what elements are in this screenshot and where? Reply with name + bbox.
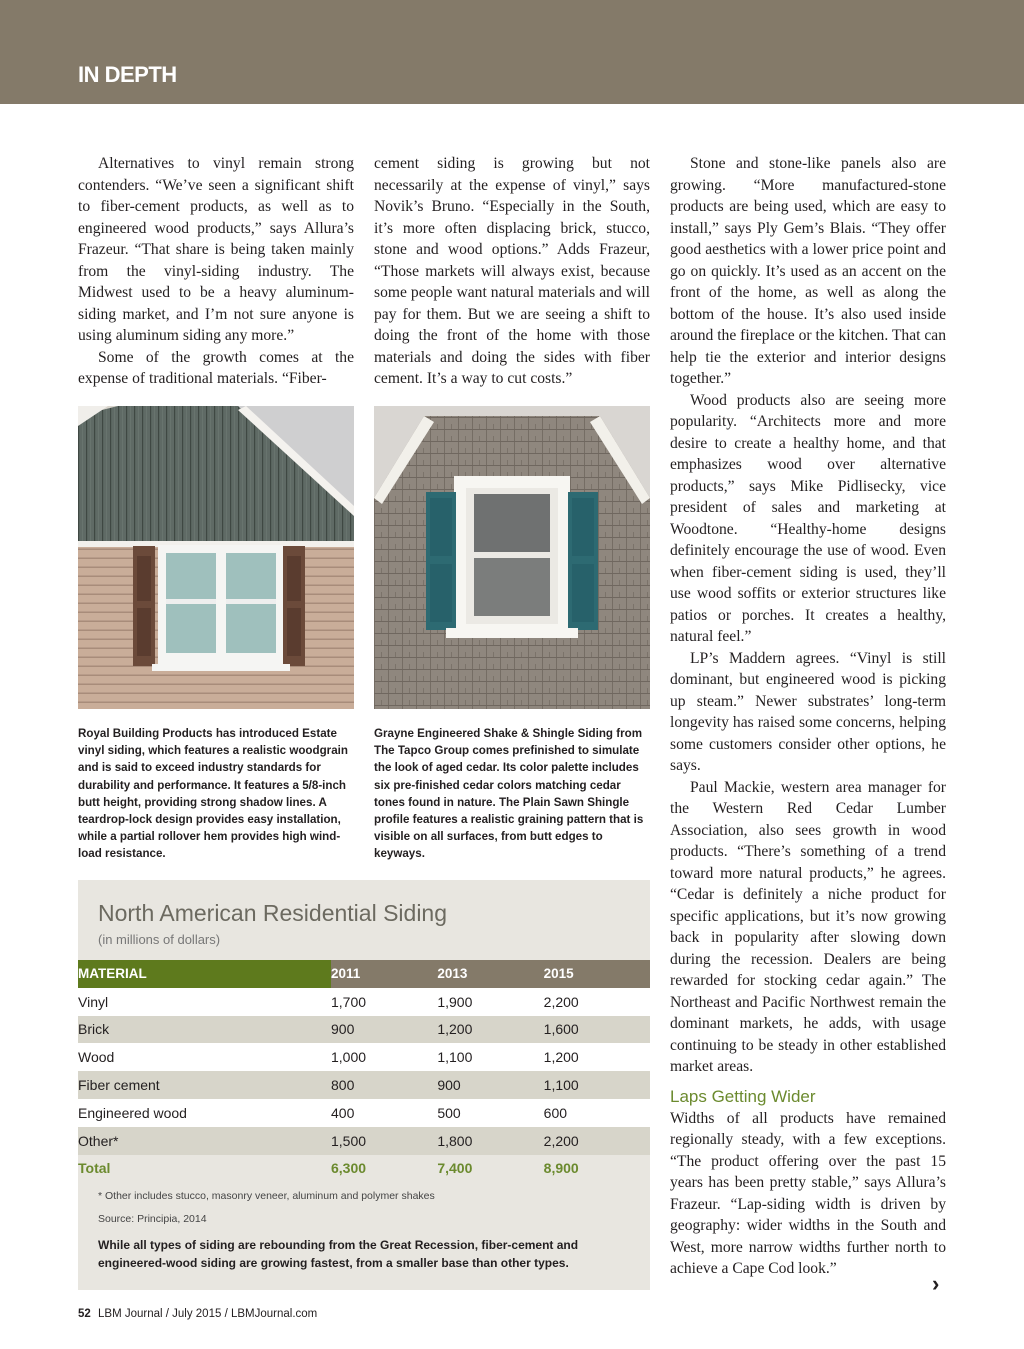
continue-arrow-icon: ›	[932, 1271, 940, 1296]
paragraph: LP’s Maddern agrees. “Vinyl is still dominant, but engineered wood is picking up steam.” Newer substrates’ long-term longevity has raised some concerns, helping some customers consider other options, he says.	[670, 649, 946, 774]
table-header-row	[78, 960, 650, 988]
table-source: Source: Principia, 2014	[98, 1213, 207, 1225]
page-footer	[78, 1308, 317, 1320]
section-title: IN DEPTH	[78, 62, 177, 87]
table-cell: 8,900	[544, 1155, 650, 1183]
table-cell: 2,200	[544, 988, 650, 1016]
table-cell: 7,400	[437, 1155, 543, 1183]
table-footnote: * Other includes stucco, masonry veneer, aluminum and polymer shakes	[98, 1190, 435, 1202]
article-column-1	[78, 153, 354, 390]
header-year: 2011	[331, 960, 437, 988]
siding-table-panel	[78, 880, 650, 1290]
table-cell: 1,900	[437, 988, 543, 1016]
table-row	[78, 1099, 650, 1127]
photo-caption-1: Royal Building Products has introduced Estate vinyl siding, which features a realistic woodgrain and is said to exceed industry standards for durability and performance. It features a 5/8-inch butt height, providing strong shadow lines. A teardrop-lock design provides easy installation, while a partial rollover hem provides high wind-load resistance.	[78, 727, 348, 861]
table-cell: 6,300	[331, 1155, 437, 1183]
table-total-row	[78, 1155, 650, 1183]
paragraph: Some of the growth comes at the expense of traditional materials. “Fiber-	[78, 348, 354, 387]
table-cell: 400	[331, 1099, 437, 1127]
table-row	[78, 1043, 650, 1071]
header-year: 2015	[544, 960, 650, 988]
table-cell: 1,200	[437, 1016, 543, 1044]
table-cell: Vinyl	[78, 988, 331, 1016]
subheading: Laps Getting Wider	[670, 1086, 816, 1106]
article-column-3	[670, 153, 946, 1280]
table-row	[78, 988, 650, 1016]
table-cell: Total	[78, 1155, 331, 1183]
table-cell: 2,200	[544, 1127, 650, 1155]
table-cell: 1,000	[331, 1043, 437, 1071]
table-cell: 500	[437, 1099, 543, 1127]
table-cell: 600	[544, 1099, 650, 1127]
vinyl-siding-photo	[78, 406, 354, 709]
header-bar	[0, 0, 1024, 104]
publication-info: LBM Journal / July 2015 / LBMJournal.com	[98, 1308, 318, 1320]
shingle-siding-photo	[374, 406, 650, 709]
table-cell: 900	[437, 1071, 543, 1099]
table-cell: 1,200	[544, 1043, 650, 1071]
paragraph: Stone and stone-like panels also are growing. “More manufactured-stone products are being used, which are easy to install,” says Ply Gem’s Blais. “They offer good aesthetics with a lower price point and go on quickly. It’s used as an accent on the front of the home, as well as along the bottom of the house. It’s also used inside around the fireplace or the kitchen. That can help tie the exterior and interior designs together.”	[670, 155, 946, 387]
table-cell: 1,700	[331, 988, 437, 1016]
photo-caption-2: Grayne Engineered Shake & Shingle Siding from The Tapco Group comes prefinished to simulate the look of aged cedar. Its color palette includes six pre-finished cedar colors matching cedar tones found in nature. The Plain Sawn Shingle profile features a realistic graining pattern that is visible on all surfaces, from butt edges to keyways.	[374, 727, 644, 861]
table-subtitle: (in millions of dollars)	[98, 932, 221, 947]
header-material: MATERIAL	[78, 960, 331, 988]
table-cell: 1,800	[437, 1127, 543, 1155]
table-title: North American Residential Siding	[98, 900, 448, 926]
table-row	[78, 1127, 650, 1155]
table-cell: 800	[331, 1071, 437, 1099]
table-cell: Brick	[78, 1016, 331, 1044]
table-cell: Other*	[78, 1127, 331, 1155]
table-cell: 1,100	[437, 1043, 543, 1071]
siding-data-table	[78, 960, 650, 1182]
table-cell: Fiber cement	[78, 1071, 331, 1099]
table-cell: 1,100	[544, 1071, 650, 1099]
page-number: 52	[78, 1308, 91, 1320]
table-cell: 1,500	[331, 1127, 437, 1155]
paragraph: Wood products also are seeing more popularity. “Architects more and more desire to create a healthy home, and that emphasizes wood over alternative products,” says Mike Pidlisecky, vice president of sales and marketing at Woodtone. “Healthy-home designs definitely encourage the use of wood. Even when fiber-cement siding is used, they’ll use wood soffits or exterior structures like patios or porches. It creates a healthy, natural feel.”	[670, 391, 946, 645]
table-cell: Wood	[78, 1043, 331, 1071]
header-year: 2013	[437, 960, 543, 988]
paragraph: Alternatives to vinyl remain strong contenders. “We’ve seen a significant shift to fiber-cement products, as well as to engineered wood products,” says Allura’s Frazeur. “That share is being taken mainly from the vinyl-siding industry. The Midwest used to be a heavy aluminum-siding market, and I’m not sure anyone is using aluminum siding any more.”	[78, 155, 354, 344]
article-column-2	[374, 153, 650, 390]
table-caption: While all types of siding are rebounding from the Great Recession, fiber-cement and engineered-wood siding are growing fastest, from a smaller base than other types.	[98, 1238, 579, 1270]
table-row	[78, 1071, 650, 1099]
table-row	[78, 1016, 650, 1044]
table-cell: Engineered wood	[78, 1099, 331, 1127]
paragraph: Paul Mackie, western area manager for the Western Red Cedar Lumber Association, also sees growth in wood products. “There’s something of a trend toward more natural products,” he agrees. “Cedar is definitely a niche product for specific applications, but it’s now growing back in popularity after slowing down during the recession. Dealers are being rewarded for stocking cedar again.” The Northeast and Pacific Northwest remain the dominant markets, he adds, with usage continuing to be steady in other established market areas.	[670, 778, 946, 1075]
paragraph: Widths of all products have remained regionally steady, with a few exceptions. “The product offering over the past 15 years has been pretty stable,” says Allura’s Frazeur. “Lap-siding width is driven by geography: wider widths in the South and West, more narrow widths further north to achieve a Cape Cod look.”	[670, 1109, 946, 1277]
table-cell: 1,600	[544, 1016, 650, 1044]
table-cell: 900	[331, 1016, 437, 1044]
paragraph: cement siding is growing but not necessarily at the expense of vinyl,” says Novik’s Bruno. “Especially in the South, it’s more often displacing brick, stucco, stone and wood options.” Adds Frazeur, “Those markets will always exist, because some people want natural materials and will pay for them. But we are seeing a shift to doing the front of the home with those materials and doing the sides with fiber cement. It’s a way to cut costs.”	[374, 155, 650, 387]
